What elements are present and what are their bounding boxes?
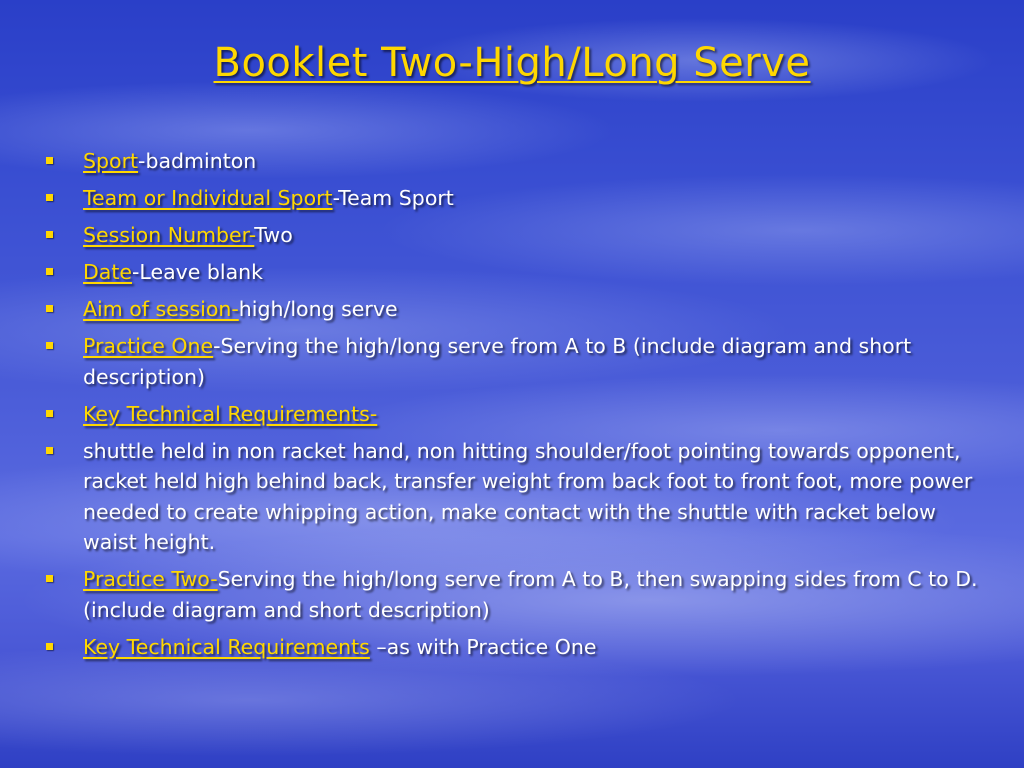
square-bullet-icon [46,342,53,349]
bullet-aim-of-session [46,294,986,325]
square-bullet-icon [46,194,53,201]
desc-text: -Leave blank [132,260,264,284]
square-bullet-icon [46,231,53,238]
bullet-key-technical-requirements-one [46,399,986,430]
slide-title: Booklet Two-High/Long Serve [213,40,811,86]
term-label: Session Number- [83,223,255,247]
desc-text: –as with Practice One [369,634,597,659]
bullet-session-number [46,220,986,251]
bullet-practice-one [46,331,986,392]
square-bullet-icon [46,410,53,417]
desc-text: Serving the high/long serve from A to B, then swapping sides from C to D. (include diagram and short description) [83,567,978,622]
desc-text: Two [254,223,293,247]
desc-text: -Team Sport [332,186,454,210]
square-bullet-icon [46,157,53,164]
square-bullet-icon [46,575,53,582]
term-label: Practice One [83,334,214,358]
square-bullet-icon [46,447,53,454]
term-label: Key Technical Requirements- [83,401,378,426]
bullet-list [46,146,986,669]
bullet-practice-two [46,564,986,625]
term-label: Sport [83,149,139,173]
term-label: Date [83,260,132,284]
desc-text: shuttle held in non racket hand, non hitting shoulder/foot pointing towards opponent, racket held high behind back, transfer weight from back foot to front foot, more power needed to create whipping action, make contact with the shuttle with racket below waist height. [83,438,973,554]
bullet-sport [46,146,986,177]
term-label: Key Technical Requirements [83,634,370,659]
term-label: Team or Individual Sport [83,186,333,210]
term-label: Aim of session- [83,297,239,321]
square-bullet-icon [46,305,53,312]
desc-text: high/long serve [238,297,398,321]
desc-text: -Serving the high/long serve from A to B (include diagram and short description) [83,334,912,389]
bullet-requirements-detail [46,436,986,558]
square-bullet-icon [46,643,53,650]
square-bullet-icon [46,268,53,275]
bullet-date [46,257,986,288]
bullet-key-technical-requirements-two [46,632,986,663]
bullet-team-or-individual [46,183,986,214]
term-label: Practice Two- [83,567,218,591]
desc-text: -badminton [138,149,257,173]
